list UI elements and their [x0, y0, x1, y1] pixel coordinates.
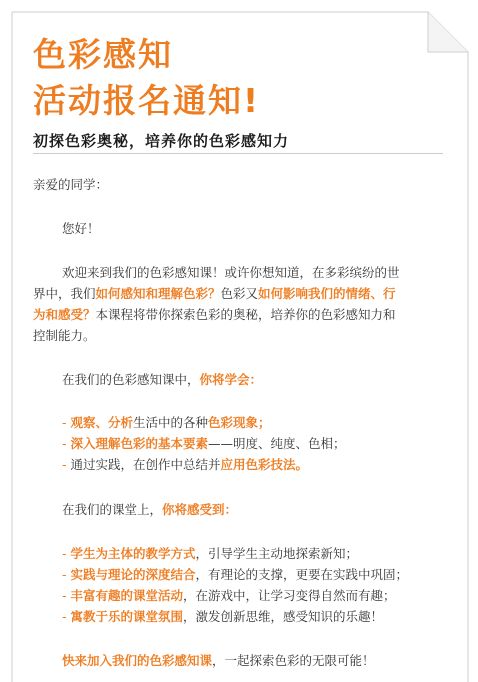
highlight: 观察、分析 [70, 415, 133, 430]
bullet-dash: - [62, 457, 71, 472]
hello: 您好！ [62, 221, 100, 236]
highlight: 快来加入我们的色彩感知课 [62, 653, 213, 668]
intro-line-2 [33, 285, 396, 303]
greeting: 亲爱的同学： [33, 177, 109, 192]
text: 界中，我们 [33, 286, 96, 301]
feel-item-4 [62, 608, 383, 626]
learn-heading [62, 371, 262, 389]
subtitle: 初探色彩奥秘，培养你的色彩感知力 [33, 132, 290, 150]
text: ——明度、纯度、色相； [208, 436, 346, 451]
intro-line-3 [33, 306, 396, 324]
bullet-dash: - [62, 609, 71, 624]
learn-item-3 [62, 456, 308, 474]
bullet-dash: - [62, 415, 71, 430]
bullet-dash: - [62, 436, 71, 451]
text: ，引导学生主动地探索新知； [195, 546, 359, 561]
title-line-1: 色彩感知 [33, 35, 173, 74]
feel-item-1 [62, 545, 358, 563]
highlight: 应用色彩技法。 [220, 457, 309, 472]
feel-heading [62, 501, 237, 519]
intro-line-4: 控制能力。 [33, 328, 96, 343]
closing-line [62, 652, 375, 670]
learn-item-2 [62, 435, 346, 453]
feel-item-2 [62, 566, 408, 584]
learn-item-1 [62, 414, 271, 432]
bullet-dash: - [62, 588, 71, 603]
highlight: 你将学会： [199, 372, 263, 387]
bullet-dash: - [62, 567, 71, 582]
divider [33, 153, 443, 154]
feel-item-3 [62, 587, 396, 605]
highlight: 实践与理论的深度结合 [70, 567, 196, 582]
text: 通过实践，在创作中总结并 [70, 457, 221, 472]
text: ，一起探索色彩的无限可能！ [212, 653, 375, 668]
highlight: 如何感知和理解色彩？ [95, 286, 221, 301]
highlight: 丰富有趣的课堂活动 [70, 588, 183, 603]
text: ，激发创新思维，感受知识的乐趣！ [183, 609, 384, 624]
highlight: 寓教于乐的课堂氛围 [70, 609, 183, 624]
text: 欢迎来到我们的色彩感知课！或许你想知道，在多彩缤纷的世 [62, 265, 400, 280]
text: ，在游戏中，让学习变得自然而有趣； [183, 588, 396, 603]
highlight: 为和感受？ [33, 307, 96, 322]
highlight: 深入理解色彩的基本要素 [70, 436, 208, 451]
highlight: 如何影响我们的情绪、行 [258, 286, 396, 301]
text: 本课程将带你探索色彩的奥秘，培养你的色彩感知力和 [95, 307, 396, 322]
title-line-2: 活动报名通知! [33, 81, 261, 120]
text: 生活中的各种 [133, 415, 209, 430]
text: 在我们的课堂上， [62, 502, 163, 517]
highlight: 色彩现象； [208, 415, 271, 430]
intro-line-1 [62, 264, 400, 282]
highlight: 你将感受到： [162, 502, 238, 517]
text: 在我们的色彩感知课中， [62, 372, 200, 387]
page-fold-corner [428, 12, 468, 52]
bullet-dash: - [62, 546, 71, 561]
highlight: 学生为主体的教学方式 [70, 546, 196, 561]
text: 色彩又 [220, 286, 259, 301]
text: ，有理论的支撑，更要在实践中巩固； [195, 567, 409, 582]
